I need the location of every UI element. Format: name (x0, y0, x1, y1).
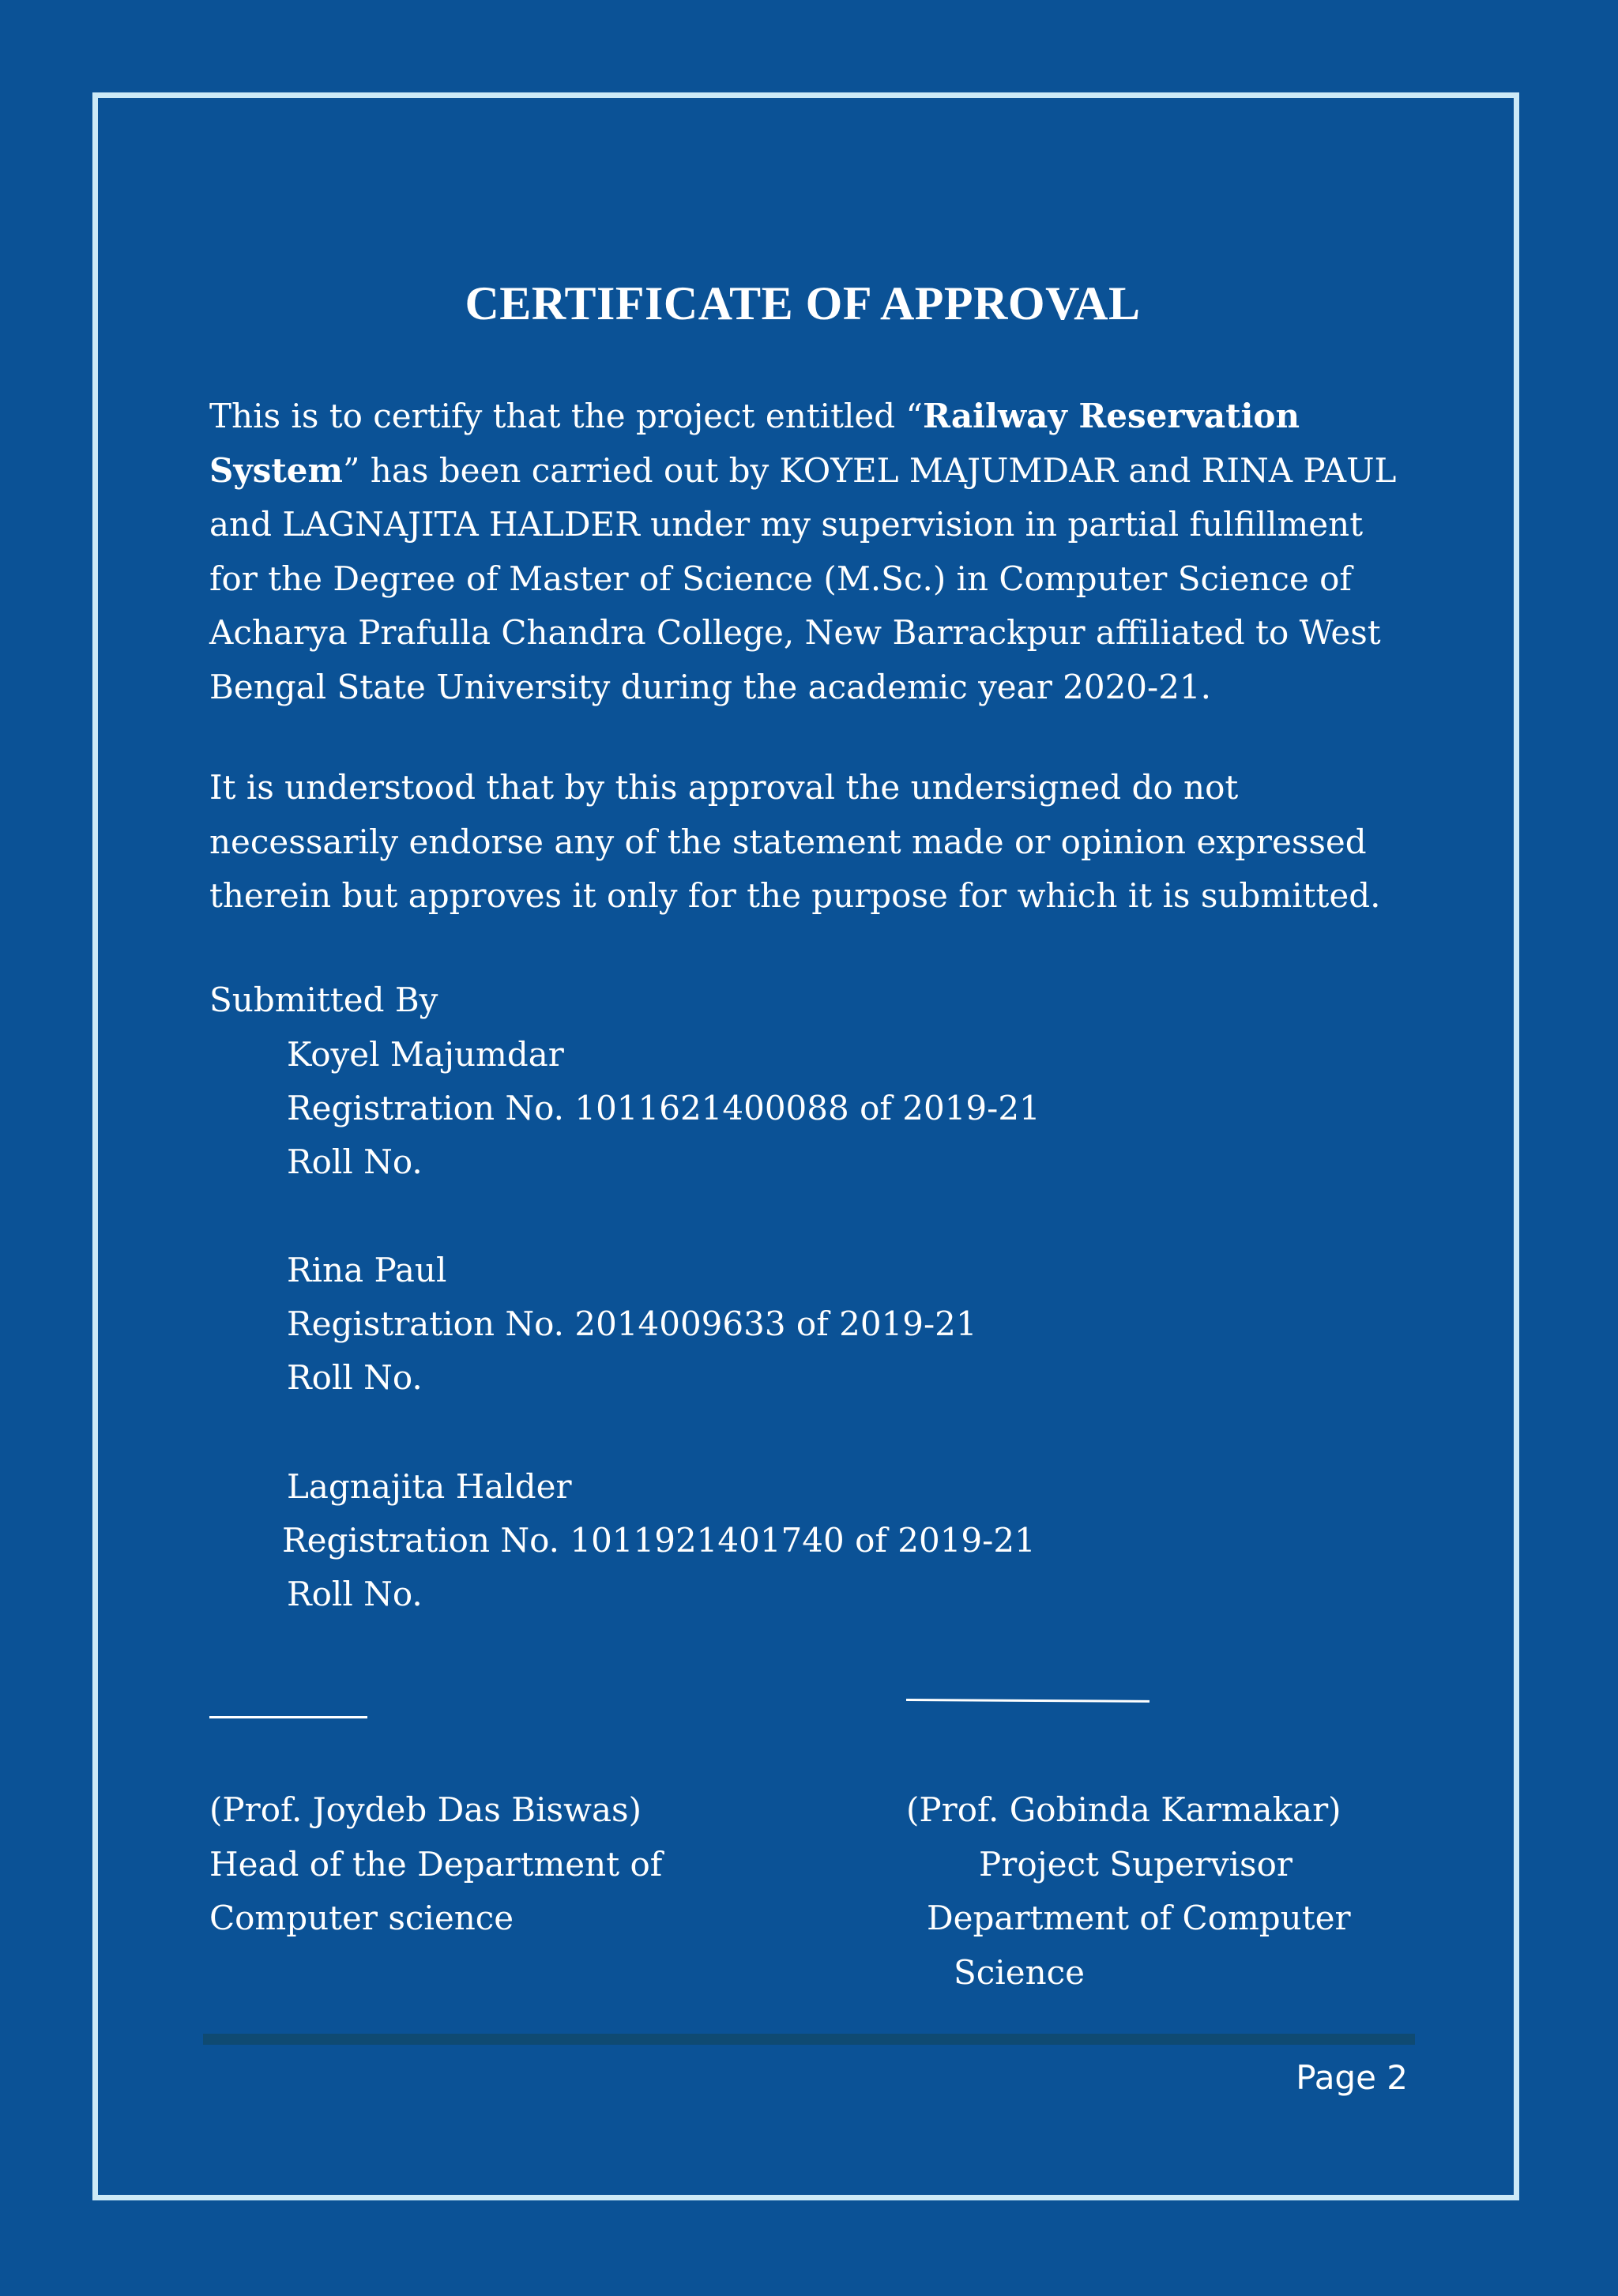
paragraph1-line6: Bengal State University during the academic year 2020-21. (209, 667, 1211, 706)
submitted-by-label: Submitted By (209, 981, 438, 1019)
student-name: Rina Paul (287, 1251, 447, 1289)
paragraph2-line3: therein but approves it only for the purpose for which it is submitted. (209, 876, 1381, 915)
supervisor-department: Department of Computer (927, 1899, 1351, 1937)
approval-disclaimer-paragraph (209, 761, 1380, 924)
student-registration: Registration No. 1011921401740 of 2019-21 (282, 1521, 1036, 1560)
supervisor-department-cont: Science (954, 1952, 1086, 1992)
footer-divider (203, 2034, 1415, 2045)
paragraph1-line3: and LAGNAJITA HALDER under my supervision in partial fulfillment (209, 505, 1364, 544)
student-registration: Registration No. 1011621400088 of 2019-21 (287, 1089, 1040, 1127)
student-name: Koyel Majumdar (287, 1035, 564, 1074)
paragraph1-line2-suffix: ” has been carried out by KOYEL MAJUMDAR and RINA PAUL (342, 450, 1397, 490)
student-roll: Roll No. (287, 1142, 423, 1181)
project-title-part1: Railway Reservation (922, 397, 1300, 435)
paragraph2-line2: necessarily endorse any of the statement made or opinion expressed (209, 822, 1367, 861)
hod-signature-block (209, 1783, 662, 1946)
student-roll: Roll No. (287, 1358, 423, 1397)
supervisor-name: (Prof. Gobinda Karmakar) (906, 1790, 1341, 1829)
paragraph1-line2 (209, 444, 1396, 499)
certificate-title: CERTIFICATE OF APPROVAL (465, 277, 1141, 329)
paragraph1-line1 (209, 390, 1396, 444)
student-entry (287, 1244, 977, 1405)
hod-department: Computer science (209, 1899, 514, 1937)
paragraph1-line1-prefix: This is to certify that the project entitled “ (209, 397, 923, 435)
student-entry (282, 1460, 1036, 1621)
hod-signature-line (209, 1716, 367, 1718)
hod-title: Head of the Department of (209, 1844, 663, 1884)
student-entry (287, 1028, 1040, 1189)
paragraph1-line4: for the Degree of Master of Science (M.Sc.) in Computer Science of (209, 559, 1352, 598)
student-name: Lagnajita Halder (287, 1467, 572, 1506)
supervisor-title: Project Supervisor (979, 1844, 1293, 1884)
certification-paragraph (209, 390, 1396, 714)
student-roll: Roll No. (287, 1575, 423, 1613)
student-registration: Registration No. 2014009633 of 2019-21 (287, 1304, 977, 1343)
supervisor-signature-block (906, 1783, 1351, 2000)
paragraph1-line5: Acharya Prafulla Chandra College, New Barrackpur affiliated to West (209, 613, 1381, 652)
page-number: Page 2 (1296, 2058, 1408, 2097)
project-title-part2: System (209, 450, 343, 490)
paragraph2-line1: It is understood that by this approval the undersigned do not (209, 768, 1239, 807)
hod-name: (Prof. Joydeb Das Biswas) (209, 1790, 642, 1829)
